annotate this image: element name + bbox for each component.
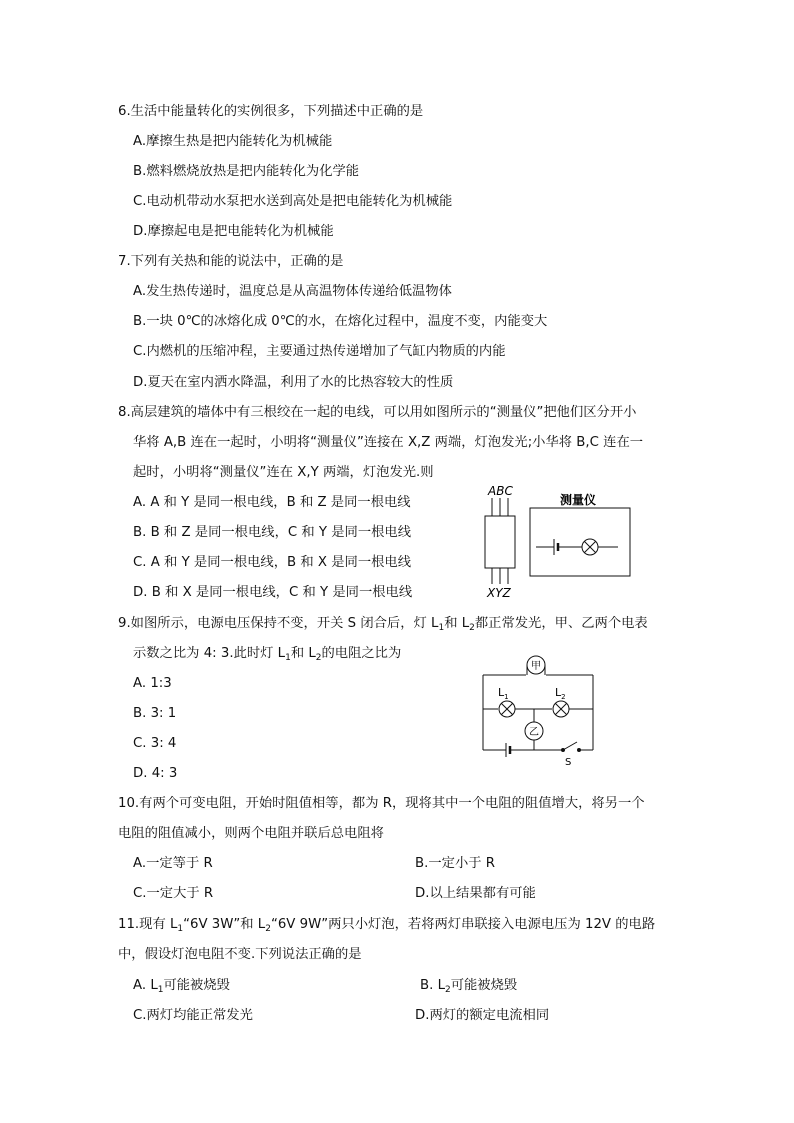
q8-stem-line3: 起时，小明将“测量仪”连在 X,Y 两端，灯泡发光.则 [133,465,434,480]
q11-text: 11.现有 L [118,917,178,932]
q9-option-a: A. 1:3 [133,676,172,691]
q9-stem-line2 [133,645,401,663]
q10-option-b: B.一定小于 R [415,856,496,871]
q9-text: 的电阻之比为 [321,646,402,661]
q11-option-b [420,977,517,995]
q8-figure-top-label: ABC [488,484,513,498]
q8-figure [478,482,638,600]
q6-option-c: C.电动机带动水泵把水送到高处是把电能转化为机械能 [133,194,453,209]
q9-sub: 2 [469,623,475,633]
q10-stem-line1: 10.有两个可变电阻，开始时阻值相等，都为 R，现将其中一个电阻的阻值增大，将另一个 [118,796,645,811]
q10-option-d: D.以上结果都有可能 [415,886,536,901]
q9-text: 都正常发光，甲、乙两个电表 [474,616,648,631]
q9-meter-yi-label: 乙 [529,727,539,738]
q9-text: 和 L [444,616,470,631]
q8-figure-bottom-label: XYZ [487,586,511,600]
q8-option-a: A. A 和 Y 是同一根电线，B 和 Z 是同一根电线 [133,495,411,510]
q10-stem-line2: 电阻的阻值减小，则两个电阻并联后总电阻将 [118,826,384,841]
q9-sub: 1 [285,653,291,663]
q9-text: 和 L [290,646,316,661]
q9-lamp1-label [498,686,509,701]
q7-option-b: B.一块 0℃的冰熔化成 0℃的水，在熔化过程中，温度不变，内能变大 [133,314,548,329]
q9-option-b: B. 3: 1 [133,706,177,721]
q11-sub: 1 [177,924,184,934]
q9-option-c: C. 3: 4 [133,736,177,751]
q9-switch-label: S [565,757,572,768]
q11-text: “6V 3W”和 L [183,917,266,932]
q11-stem-line1 [118,916,655,934]
q9-stem-line1 [118,615,648,633]
q9-option-d: D. 4: 3 [133,766,178,781]
q9-text: 示数之比为 4: 3.此时灯 L [133,646,286,661]
q11-text: “6V 9W”两只小灯泡，若将两灯串联接入电源电压为 12V 的电路 [270,917,656,932]
q7-option-d: D.夏天在室内洒水降温，利用了水的比热容较大的性质 [133,375,454,390]
q11-opt-text: 可能被烧毁 [163,978,230,993]
q11-sub: 2 [265,924,271,934]
q8-option-d: D. B 和 X 是同一根电线，C 和 Y 是同一根电线 [133,585,413,600]
q11-option-c: C.两灯均能正常发光 [133,1008,253,1023]
q6-option-b: B.燃料燃烧放热是把内能转化为化学能 [133,164,360,179]
q11-opt-text: A. L [133,978,158,993]
q11-sub: 2 [444,985,451,995]
q6-option-a: A.摩擦生热是把内能转化为机械能 [133,134,333,149]
q8-stem-line1: 8.高层建筑的墙体中有三根绞在一起的电线，可以用如图所示的“测量仪”把他们区分开小 [118,405,637,420]
q8-instrument-label: 测量仪 [560,493,597,507]
q7-stem: 7.下列有关热和能的说法中，正确的是 [118,254,344,269]
q9-circuit-figure [476,652,606,768]
q8-stem-line2: 华将 A,B 连在一起时，小明将“测量仪”连接在 X,Z 两端，灯泡发光;小华将 B,C 连在一 [133,435,644,450]
q9-text: 9.如图所示，电源电压保持不变，开关 S 闭合后，灯 L [118,616,439,631]
q11-option-d: D.两灯的额定电流相同 [415,1008,550,1023]
q10-option-a: A.一定等于 R [133,856,213,871]
q7-option-c: C.内燃机的压缩冲程，主要通过热传递增加了气缸内物质的内能 [133,344,506,359]
q6-stem: 6.生活中能量转化的实例很多，下列描述中正确的是 [118,104,424,119]
q8-option-b: B. B 和 Z 是同一根电线，C 和 Y 是同一根电线 [133,525,412,540]
q9-lamp1-sub: 1 [504,693,509,701]
q6-option-d: D.摩擦起电是把电能转化为机械能 [133,224,334,239]
q9-lamp2-L: L [555,686,562,699]
q11-sub: 1 [157,985,164,995]
q11-stem-line2: 中，假设灯泡电阻不变.下列说法正确的是 [118,947,362,962]
q9-lamp2-label [555,686,566,701]
q9-lamp2-sub: 2 [561,693,566,701]
q7-option-a: A.发生热传递时，温度总是从高温物体传递给低温物体 [133,284,452,299]
q11-opt-text: 可能被烧毁 [450,978,518,993]
q11-option-a [133,977,230,995]
q9-lamp1-L: L [498,686,505,699]
q8-option-c: C. A 和 Y 是同一根电线，B 和 X 是同一根电线 [133,555,412,570]
q11-opt-text: B. L [420,978,445,993]
q10-option-c: C.一定大于 R [133,886,214,901]
q9-sub: 2 [315,653,322,663]
q9-sub: 1 [438,623,445,633]
q9-meter-jia-label: 甲 [531,661,541,672]
